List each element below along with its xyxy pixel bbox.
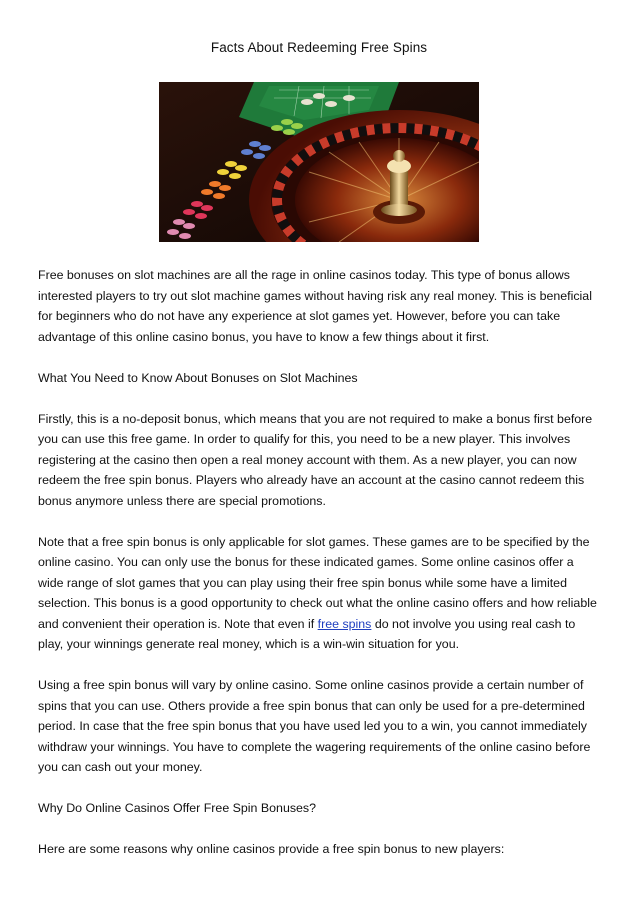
- document-body: [38, 265, 600, 880]
- intro-paragraph: Free bonuses on slot machines are all the rage in online casinos today. This type of bonus allows interested players to try out slot machine games without having risk any real money. This is beneficial for beginners who do not have any experience at slot games yet. However, before you can take advantage of this online casino bonus, you have to know a few things about it first.: [38, 268, 592, 344]
- free-spins-link[interactable]: free spins: [317, 616, 372, 631]
- section-heading: Why Do Online Casinos Offer Free Spin Bonuses?: [38, 801, 317, 815]
- paragraph: Using a free spin bonus will vary by online casino. Some online casinos provide a certain number of spins that you can use. Others provide a free spin bonus that can only be used for a pre-determined period. In case that the free spin bonus that you have used led you to a win, you cannot immediately withdraw your winnings. You have to complete the wagering requirements of the online casino before you can cash out your money.: [38, 678, 591, 774]
- paragraph-with-link: [38, 532, 600, 655]
- paragraph: Here are some reasons why online casinos provide a free spin bonus to new players:: [38, 842, 505, 856]
- roulette-photo: [159, 82, 479, 242]
- document-title: Facts About Redeeming Free Spins: [210, 40, 428, 55]
- section-heading: What You Need to Know About Bonuses on Slot Machines: [38, 370, 358, 385]
- paragraph: Firstly, this is a no-deposit bonus, which means that you are not required to make a bonus first before you can use this free game. In order to qualify for this, you need to be a new player. This involves registering at the casino then open a real money account with them. As a new player, you can now redeem the free spin bonus. Players who already have an account at the casino cannot redeem this bonus anymore unless there are special promotions.: [38, 411, 593, 508]
- paragraph-text: Note that a free spin bonus is only applicable for slot games. These games are to be specified by the online casino. You can only use the bonus for these indicated games. Some online casinos offer a wide range of slot games that you can play using their free spin bonus while some have a limited selection. This bonus is a good opportunity to check out what the online casino offers and how reliable and convenient their operation is. Note that even if: [38, 534, 597, 631]
- paragraph-text: do not involve you using real cash to play, your winnings generate real money, which is a win-win situation for you.: [38, 616, 576, 651]
